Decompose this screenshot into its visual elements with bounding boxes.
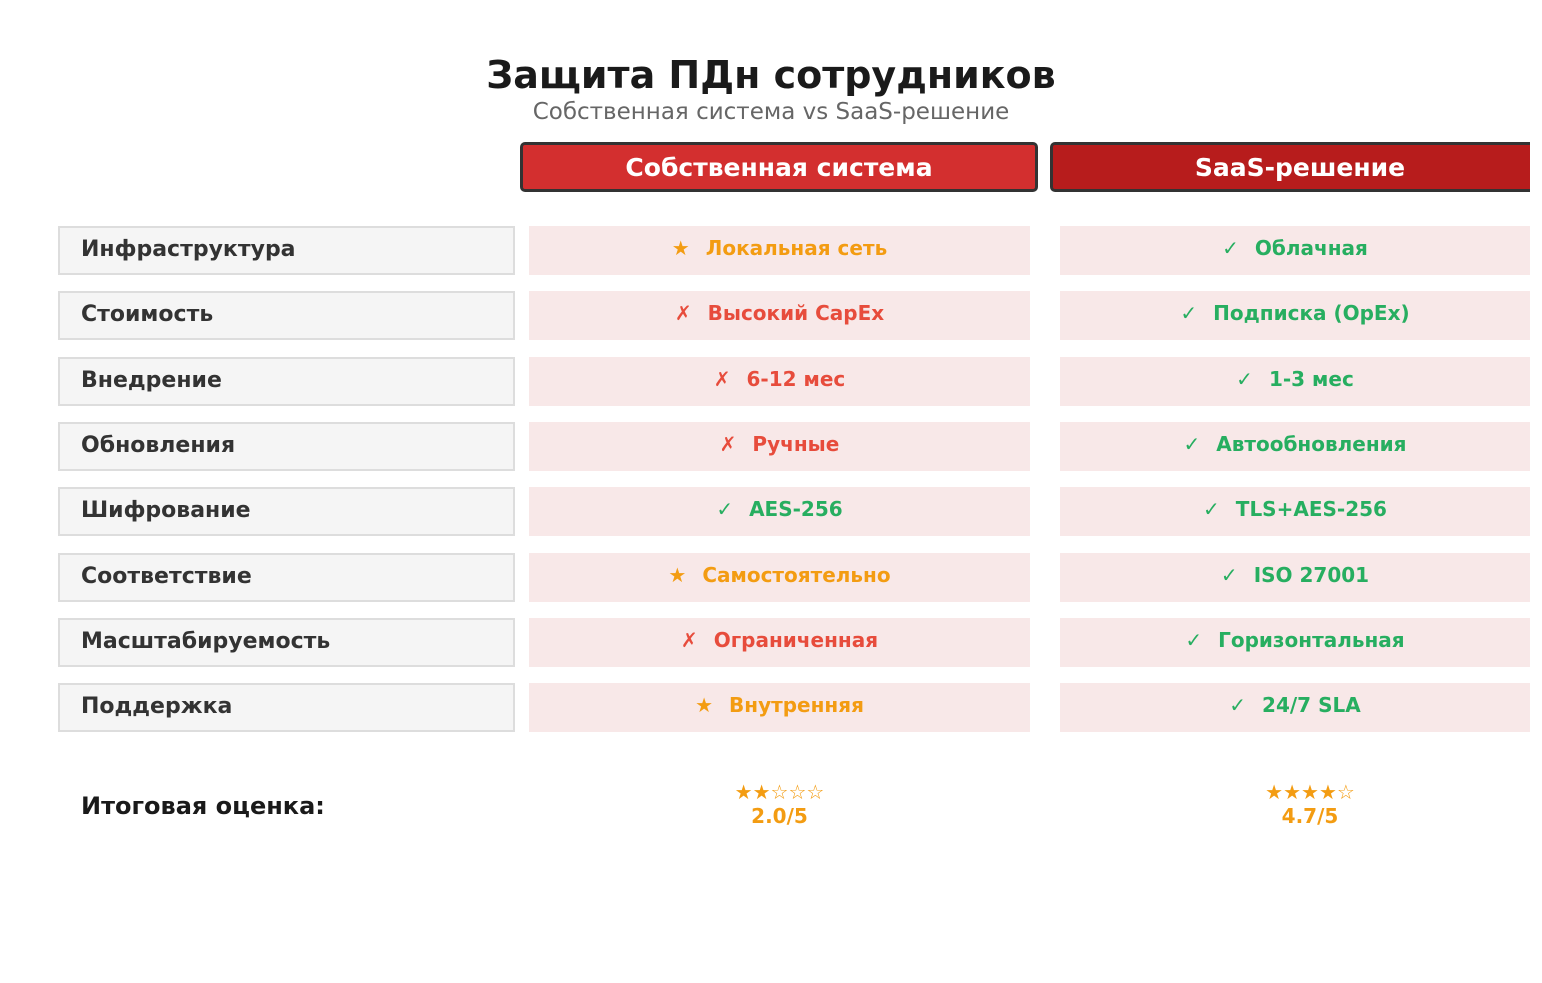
score-saas (1060, 780, 1542, 828)
status-mark-icon: ★ (668, 563, 687, 587)
status-mark-icon: ✗ (680, 628, 698, 652)
status-mark-icon: ✓ (1185, 628, 1203, 652)
row-label: Масштабируемость (58, 618, 515, 667)
cell-text: Самостоятельно (702, 563, 891, 587)
cell-text: Горизонтальная (1218, 628, 1405, 652)
cell-text: Ручные (752, 432, 840, 456)
cell-own (529, 553, 1030, 602)
cell-text: Локальная сеть (705, 236, 888, 260)
cell-saas (1060, 618, 1530, 667)
row-label: Шифрование (58, 487, 515, 536)
status-mark-icon: ✓ (716, 497, 734, 521)
cell-own (529, 357, 1030, 406)
row-label: Внедрение (58, 357, 515, 406)
rating-stars-own: ★★☆☆☆ (734, 780, 825, 804)
chart-title: Защита ПДн сотрудников (486, 53, 1056, 97)
row-label: Соответствие (58, 553, 515, 602)
cell-text: Автообновления (1216, 432, 1407, 456)
cell-own (529, 618, 1030, 667)
cell-saas (1060, 422, 1530, 471)
cell-text: TLS+AES-256 (1235, 497, 1387, 521)
cell-text: Внутренняя (729, 693, 864, 717)
cell-saas (1060, 487, 1530, 536)
cell-text: Подписка (OpEx) (1213, 301, 1410, 325)
cell-text: 1-3 мес (1268, 367, 1354, 391)
status-mark-icon: ✓ (1220, 563, 1238, 587)
status-mark-icon: ✓ (1229, 693, 1247, 717)
cell-saas (1060, 226, 1530, 275)
summary-label: Итоговая оценка: (81, 792, 325, 820)
cell-text: Облачная (1254, 236, 1368, 260)
column-header-saas: SaaS-решение (1050, 142, 1542, 192)
status-mark-icon: ✗ (719, 432, 737, 456)
right-edge-mask (1530, 0, 1542, 983)
cell-own (529, 226, 1030, 275)
cell-own (529, 422, 1030, 471)
column-header-own-system: Собственная система (520, 142, 1038, 192)
status-mark-icon: ★ (671, 236, 690, 260)
cell-own (529, 291, 1030, 340)
status-mark-icon: ✓ (1180, 301, 1198, 325)
row-label: Стоимость (58, 291, 515, 340)
cell-text: 6-12 мес (746, 367, 846, 391)
cell-text: Высокий CapEx (707, 301, 885, 325)
score-own-system (529, 780, 1030, 828)
score-value-own: 2.0/5 (751, 804, 808, 828)
row-label: Поддержка (58, 683, 515, 732)
status-mark-icon: ✓ (1222, 236, 1239, 260)
status-mark-icon: ✓ (1183, 432, 1201, 456)
status-mark-icon: ✗ (713, 367, 731, 391)
cell-own (529, 487, 1030, 536)
cell-saas (1060, 291, 1530, 340)
cell-text: 24/7 SLA (1262, 693, 1361, 717)
score-value-saas: 4.7/5 (1281, 804, 1339, 828)
cell-own (529, 683, 1030, 732)
cell-text: AES-256 (749, 497, 843, 521)
chart-subtitle: Собственная система vs SaaS-решение (532, 99, 1010, 125)
cell-saas (1060, 683, 1530, 732)
status-mark-icon: ★ (695, 693, 714, 717)
row-label: Обновления (58, 422, 515, 471)
status-mark-icon: ✓ (1236, 367, 1253, 391)
cell-text: Ограниченная (713, 628, 879, 652)
rating-stars-saas: ★★★★☆ (1265, 780, 1355, 804)
row-label: Инфраструктура (58, 226, 515, 275)
cell-saas (1060, 357, 1530, 406)
cell-text: ISO 27001 (1253, 563, 1370, 587)
status-mark-icon: ✗ (674, 301, 692, 325)
cell-saas (1060, 553, 1530, 602)
status-mark-icon: ✓ (1203, 497, 1220, 521)
